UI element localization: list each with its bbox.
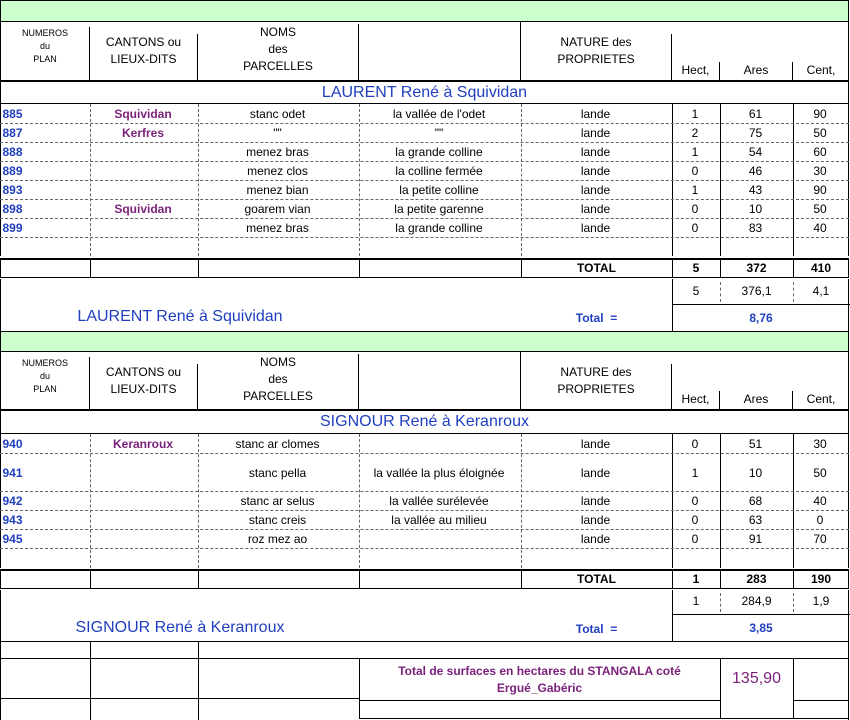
cell-nom: stanc pella [248,466,307,480]
cell-trad: la petite colline [399,183,479,197]
cell-hect: 1 [691,466,699,480]
cell-cent: 30 [813,437,827,451]
table-row [0,530,849,549]
header2-hect: Hect, [672,391,720,411]
section2-total-value: 3,85 [749,621,773,635]
middle-band [0,331,849,352]
cell-nom: goarem vian [244,202,311,216]
header2-blank [359,352,521,411]
header-ares: Ares [720,62,793,82]
cell-nom: menez bras [246,221,309,235]
cell-canton: Squividan [114,202,172,216]
cell-trad: la colline fermée [395,164,483,178]
cell-nature: lande [580,126,611,140]
section1-owner-label: LAURENT René à Squividan [77,308,283,325]
section1-total-label: TOTAL [577,261,616,275]
cell-hect: 0 [691,494,699,508]
section1-total-eq-label: Total = [575,311,618,325]
section1-conv-ares: 376,1 [741,284,772,298]
cell-ares: 10 [748,466,763,480]
section2-summary [0,590,849,642]
section2-conv-hect: 1 [692,594,700,608]
section2-conv-cent: 1,9 [812,594,830,608]
table-row [0,435,849,454]
cell-nom: "" [273,126,282,140]
cell-cent: 70 [813,532,827,546]
cell-hect: 0 [691,437,699,451]
cell-nature: lande [580,202,611,216]
grand-total-area [0,642,849,720]
table-row [0,181,849,200]
cell-cent: 30 [813,164,827,178]
cell-ares: 91 [748,532,763,546]
cell-hect: 1 [691,107,699,121]
cell-ares: 51 [748,437,763,451]
table-row [0,219,849,238]
section1-total-cent: 410 [810,261,832,275]
cell-canton: Kerfres [121,126,165,140]
cell-nature: lande [580,532,611,546]
header2-nature: NATURE des PROPRIETES [521,364,672,411]
cell-num: 942 [2,494,23,508]
header-numeros: NUMEROS du PLAN [1,27,90,82]
table-row [0,200,849,219]
cell-num: 941 [2,466,23,480]
cell-nature: lande [580,164,611,178]
cell-nom: menez bian [246,183,309,197]
cell-nom: roz mez ao [247,532,308,546]
header-noms: NOMS des PARCELLES [198,24,359,82]
cell-canton: Keranroux [112,437,174,451]
cell-num: 885 [2,107,23,121]
section2-owner-label: SIGNOUR René à Keranroux [75,619,285,636]
cell-num: 887 [2,126,23,140]
cell-nom: stanc ar selus [240,494,315,508]
table-row [0,143,849,162]
header-blank [359,22,521,82]
cell-nature: lande [580,513,611,527]
cell-cent: 50 [813,126,827,140]
cell-hect: 2 [691,126,699,140]
cell-cent: 60 [813,145,827,159]
cell-num: 898 [2,202,23,216]
cell-hect: 1 [691,183,699,197]
section2-total-eq-label: Total = [575,622,618,636]
section1-conv-hect: 5 [692,284,700,298]
section1-title [0,82,849,104]
section1-total-value: 8,76 [749,311,773,325]
cell-ares: 46 [748,164,763,178]
cell-num: 888 [2,145,23,159]
cell-nature: lande [580,145,611,159]
cell-cent: 40 [813,221,827,235]
cell-ares: 75 [748,126,763,140]
cell-ares: 43 [748,183,763,197]
cell-num: 889 [2,164,23,178]
section2-total-ares: 283 [746,572,767,586]
grand-total-label: Total de surfaces en hectares du STANGALA coté Ergué_Gabéric [398,664,681,695]
section2-title-text: SIGNOUR René à Keranroux [320,413,529,430]
section2-conv-ares: 284,9 [741,594,772,608]
cell-trad: la vallée surélevée [389,494,489,508]
top-band [0,0,849,22]
header2-noms: NOMS des PARCELLES [198,354,359,411]
cell-hect: 0 [691,164,699,178]
section2-total-row [0,569,849,589]
cell-num: 943 [2,513,23,527]
table-row [0,511,849,530]
cell-trad: la grande colline [395,221,483,235]
cell-num: 945 [2,532,23,546]
section1-total-hect: 5 [692,261,700,275]
cell-hect: 0 [691,513,699,527]
cell-nature: lande [580,466,611,480]
table-row [0,124,849,143]
cell-cent: 90 [813,107,827,121]
header-row-2 [0,352,849,411]
cell-trad: "" [434,126,444,140]
cell-trad: la grande colline [395,145,483,159]
header2-cent: Cent, [806,392,836,406]
section2-total-hect: 1 [692,572,700,586]
cell-cent: 90 [813,183,827,197]
header-hect: Hect, [672,62,720,82]
cell-trad: la petite garenne [394,202,484,216]
header2-cantons: CANTONS ou LIEUX-DITS [90,364,198,411]
cell-cent: 0 [816,513,824,527]
cell-trad: la vallée de l'odet [392,107,486,121]
section2-total-label: TOTAL [577,572,616,586]
header2-numeros: NUMEROS du PLAN [1,357,90,411]
cell-hect: 0 [691,532,699,546]
cell-ares: 68 [748,494,763,508]
cell-nom: menez bras [246,145,309,159]
table-row [0,105,849,124]
cell-hect: 0 [691,221,699,235]
cell-ares: 10 [748,202,763,216]
cell-ares: 61 [748,107,763,121]
cell-nom: stanc odet [249,107,306,121]
cell-nom: menez clos [247,164,308,178]
section1-title-text: LAURENT René à Squividan [321,84,528,101]
section1-conv-cent: 4,1 [812,284,830,298]
cell-trad: la vallée au milieu [391,513,487,527]
cell-cent: 40 [813,494,827,508]
section2-total-cent: 190 [810,572,832,586]
cell-ares: 83 [748,221,763,235]
cell-num: 899 [2,221,23,235]
cell-cent: 50 [813,202,827,216]
cell-ares: 54 [748,145,763,159]
cell-canton: Squividan [114,107,172,121]
grand-total-value: 135,90 [732,670,781,687]
section2-title [0,411,849,434]
table-row [0,162,849,181]
section1-total-row [0,258,849,278]
cell-num: 893 [2,183,23,197]
section1-summary [0,279,849,331]
header-cantons: CANTONS ou LIEUX-DITS [90,34,198,82]
section1-total-ares: 372 [746,261,767,275]
cell-nom: stanc ar clomes [235,437,320,451]
header-nature: NATURE des PROPRIETES [521,34,672,82]
cell-nature: lande [580,494,611,508]
cell-nature: lande [580,107,611,121]
cell-trad: la vallée la plus éloignée [373,466,505,480]
cell-hect: 0 [691,202,699,216]
cell-hect: 1 [691,145,699,159]
cell-nature: lande [580,437,611,451]
header-cent: Cent, [806,63,836,77]
cell-num: 940 [2,437,23,451]
cell-nature: lande [580,221,611,235]
cell-cent: 50 [813,466,827,480]
header-row-1 [0,22,849,82]
cell-nom: stanc creis [248,513,307,527]
table-row [0,454,849,492]
cell-nature: lande [580,183,611,197]
cell-ares: 63 [748,513,763,527]
table-row [0,492,849,511]
header2-ares: Ares [720,391,793,411]
